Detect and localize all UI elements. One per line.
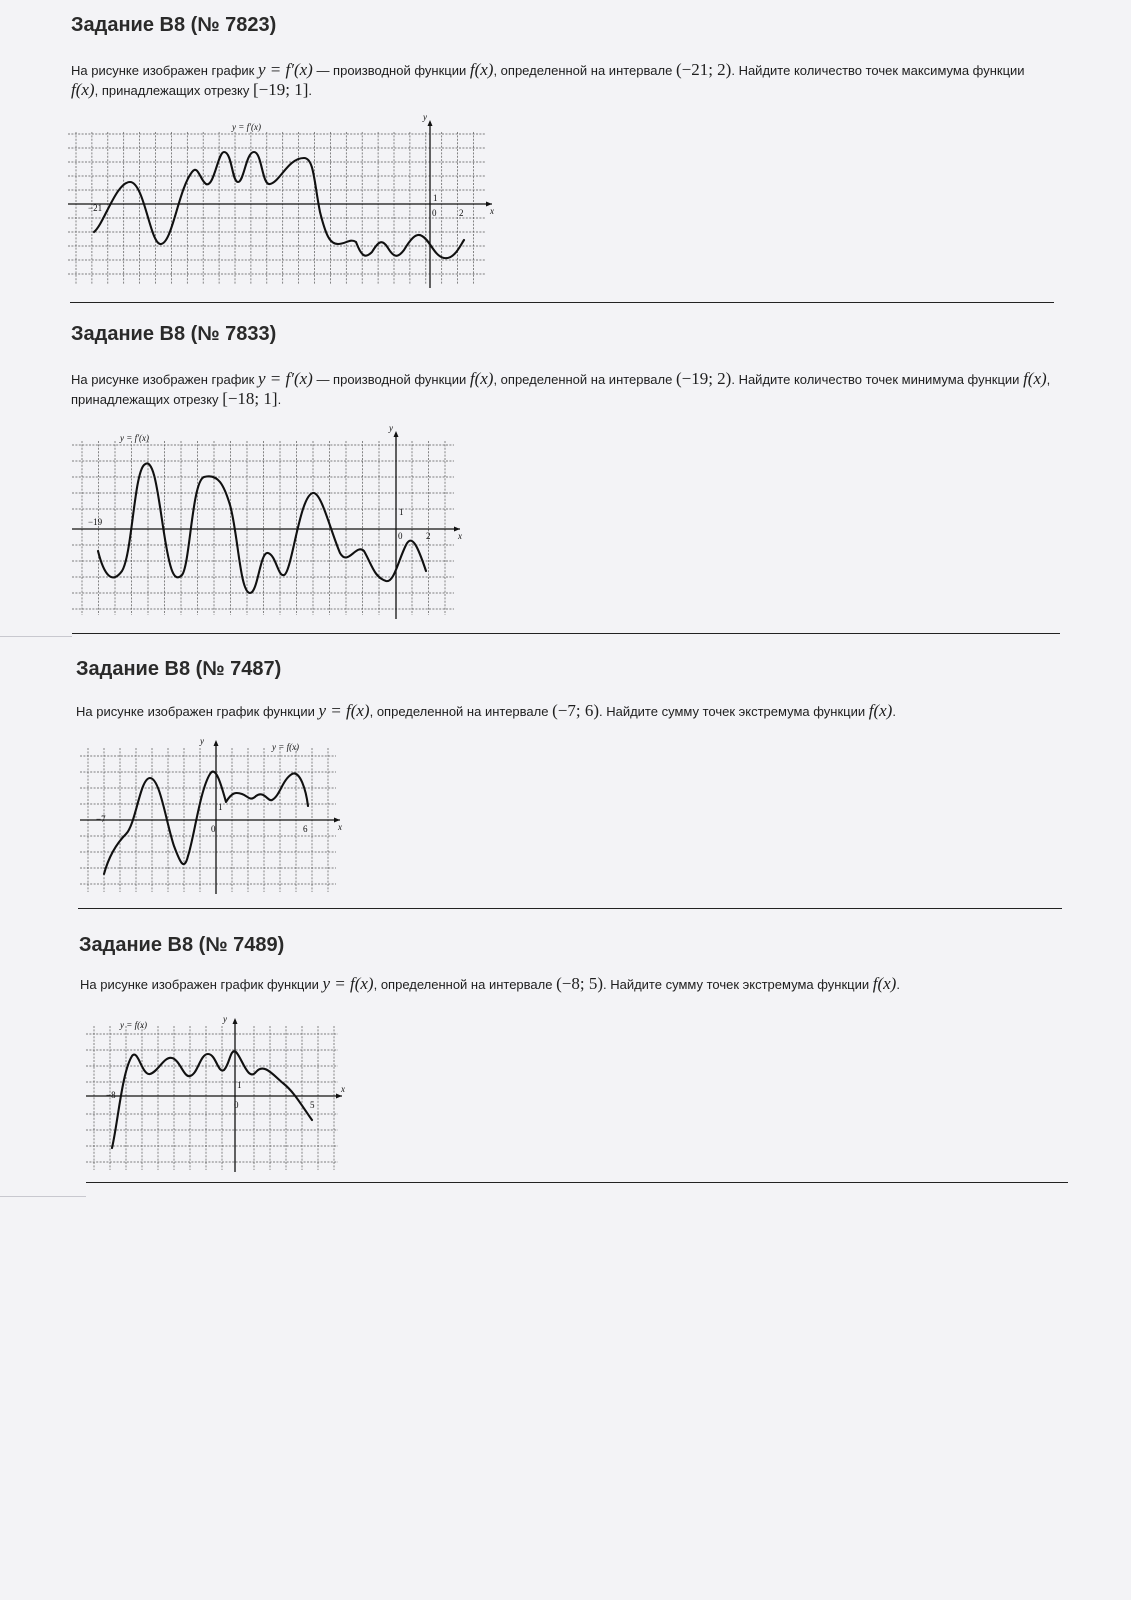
task-text: На рисунке изображен график y = f′(x) — производной функции f(x), определенной на интервале (−19; 2). Найдите количество точек минимума функции f(x), принадлежащих отрезку [−18; 1].	[71, 369, 1051, 408]
derivative-curve	[94, 152, 464, 258]
unit-label: 1	[399, 507, 404, 517]
y-axis-arrow	[233, 1018, 238, 1024]
function-graph	[74, 734, 349, 896]
task-text: На рисунке изображен график y = f′(x) — производной функции f(x), определенной на интервале (−21; 2). Найдите количество точек максимума функции f(x), принадлежащих отрезку [−19; 1].	[71, 60, 1025, 99]
separator	[86, 1182, 1068, 1183]
derivative-graph	[68, 425, 468, 621]
x-label: x	[458, 531, 462, 541]
right-bound-label: 5	[310, 1100, 315, 1110]
function-graph	[80, 1012, 350, 1174]
unit-label: 1	[237, 1080, 242, 1090]
x-label: x	[338, 822, 342, 832]
left-bound-label: −19	[88, 517, 103, 527]
separator	[72, 633, 1060, 634]
unit-label: 1	[433, 193, 438, 203]
right-bound-label: 2	[459, 208, 464, 218]
unit-label: 1	[218, 802, 223, 812]
task-title: Задание B8 (№ 7833)	[71, 323, 277, 345]
x-label: x	[341, 1084, 345, 1094]
y-label: y	[200, 736, 204, 746]
left-bound-label: −21	[88, 203, 103, 213]
graph-grid	[72, 441, 454, 615]
task-title: Задание B8 (№ 7487)	[76, 658, 282, 680]
graph-grid	[86, 1026, 338, 1170]
graph-grid	[68, 132, 486, 284]
origin-label: 0	[398, 531, 403, 541]
origin-label: 0	[432, 208, 437, 218]
derivative-curve	[98, 463, 426, 593]
func-label: y = f(x)	[272, 742, 300, 752]
origin-label: 0	[211, 824, 216, 834]
y-label: y	[223, 1014, 227, 1024]
right-bound-label: 6	[303, 824, 308, 834]
task-text: На рисунке изображен график функции y = f(x), определенной на интервале (−8; 5). Найдите сумму точек экстремума функции f(x).	[80, 974, 900, 993]
y-axis-arrow	[214, 740, 219, 746]
scan-edge-line	[0, 1196, 86, 1197]
func-label: y = f′(x)	[120, 433, 150, 443]
task-title: Задание B8 (№ 7823)	[71, 14, 277, 36]
scan-edge-line	[0, 636, 72, 637]
separator	[78, 908, 1062, 909]
y-axis-arrow	[394, 431, 399, 437]
func-label: y = f′(x)	[232, 122, 262, 132]
left-bound-label: −7	[96, 814, 106, 824]
origin-label: 0	[234, 1100, 239, 1110]
task-title: Задание B8 (№ 7489)	[79, 934, 285, 956]
right-bound-label: 2	[426, 531, 431, 541]
task-text: На рисунке изображен график функции y = f(x), определенной на интервале (−7; 6). Найдите сумму точек экстремума функции f(x).	[76, 701, 896, 720]
y-label: y	[423, 112, 427, 122]
x-axis-arrow	[336, 1094, 342, 1099]
func-label: y = f(x)	[120, 1020, 148, 1030]
separator	[70, 302, 1054, 303]
derivative-graph	[68, 112, 498, 292]
y-axis-arrow	[428, 120, 433, 126]
y-label: y	[389, 423, 393, 433]
function-curve	[104, 772, 308, 874]
left-bound-label: −8	[106, 1090, 116, 1100]
x-label: x	[490, 206, 494, 216]
